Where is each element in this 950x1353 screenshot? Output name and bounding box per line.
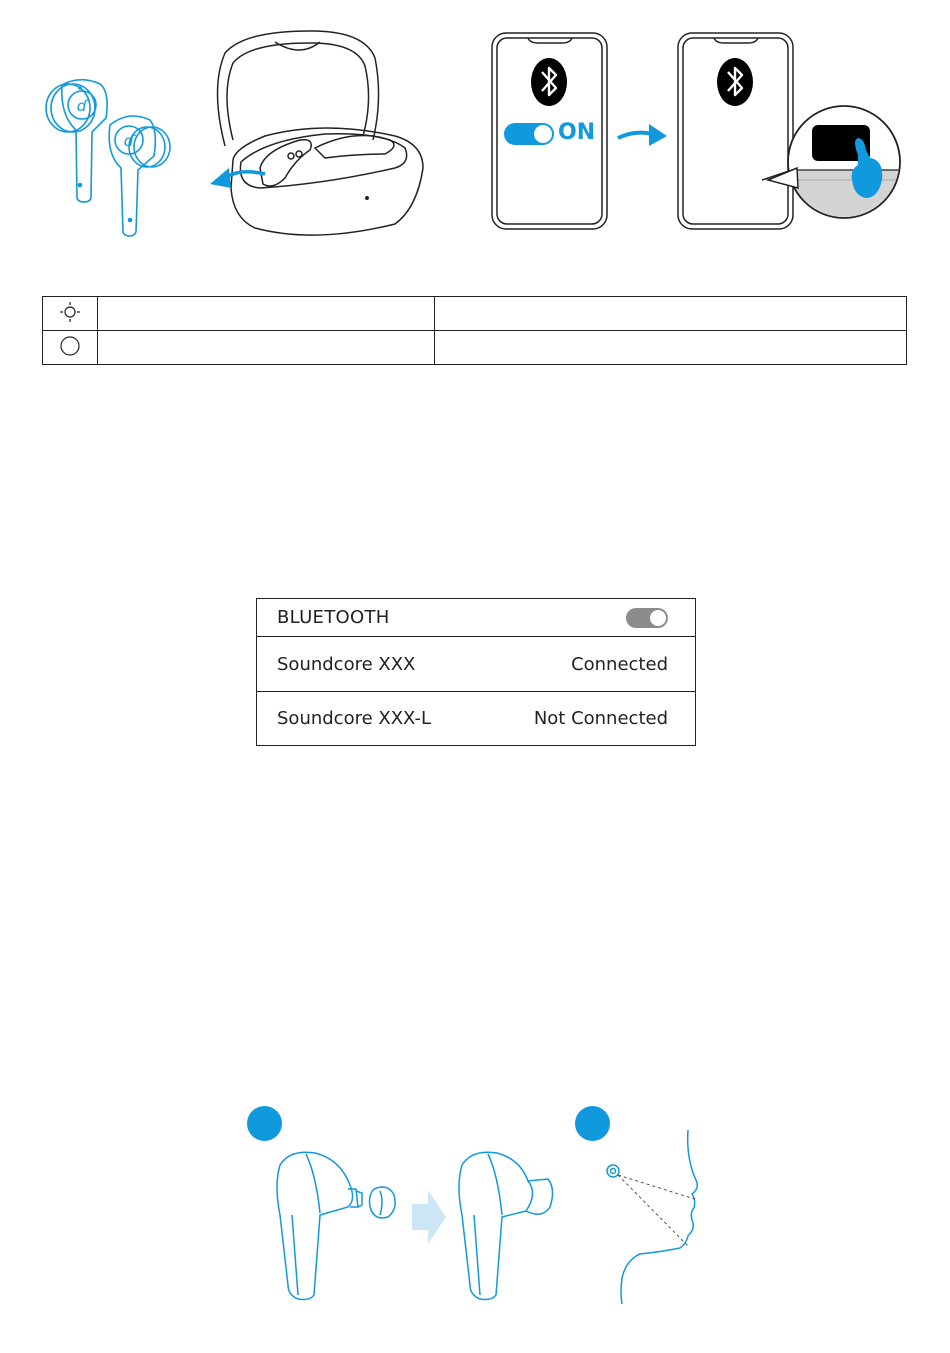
charging-case-illustration <box>205 28 430 238</box>
device-row[interactable] <box>257 637 695 691</box>
toggle-on-label: ON <box>558 120 596 145</box>
table-row <box>43 331 907 365</box>
phone-select-device-illustration <box>672 30 907 232</box>
arrow-right-icon <box>412 1188 448 1246</box>
arrow-right-icon <box>615 120 670 150</box>
svg-text:ɗ: ɗ <box>77 97 88 115</box>
blinking-light-icon <box>43 297 98 331</box>
step-1-badge <box>247 1106 282 1141</box>
earbud-tip-detached-illustration <box>270 1145 405 1305</box>
device-status: Not Connected <box>533 708 668 729</box>
bluetooth-settings-panel <box>256 598 696 746</box>
bluetooth-toggle[interactable] <box>626 608 668 628</box>
table-row <box>43 297 907 331</box>
led-description-cell <box>435 331 907 365</box>
earbuds-illustration <box>40 70 180 245</box>
bluetooth-title: BLUETOOTH <box>277 607 390 628</box>
bluetooth-icon <box>717 58 753 106</box>
device-status: Connected <box>571 653 668 675</box>
led-status-cell <box>98 297 435 331</box>
bluetooth-icon <box>531 58 567 106</box>
device-row[interactable] <box>257 691 695 745</box>
zoom-bubble <box>762 106 907 230</box>
earbud-tip-attached-illustration <box>452 1145 562 1305</box>
led-status-cell <box>98 331 435 365</box>
toggle-on-icon <box>504 123 554 145</box>
device-name: Soundcore XXX <box>277 653 416 675</box>
svg-text:ɗ: ɗ <box>124 132 135 150</box>
bluetooth-header <box>257 599 695 637</box>
led-status-table <box>42 296 907 365</box>
led-description-cell <box>435 297 907 331</box>
toggle-knob <box>649 609 667 627</box>
light-off-icon <box>43 331 98 365</box>
wearing-angle-illustration <box>600 1128 720 1308</box>
device-name: Soundcore XXX-L <box>277 708 432 729</box>
